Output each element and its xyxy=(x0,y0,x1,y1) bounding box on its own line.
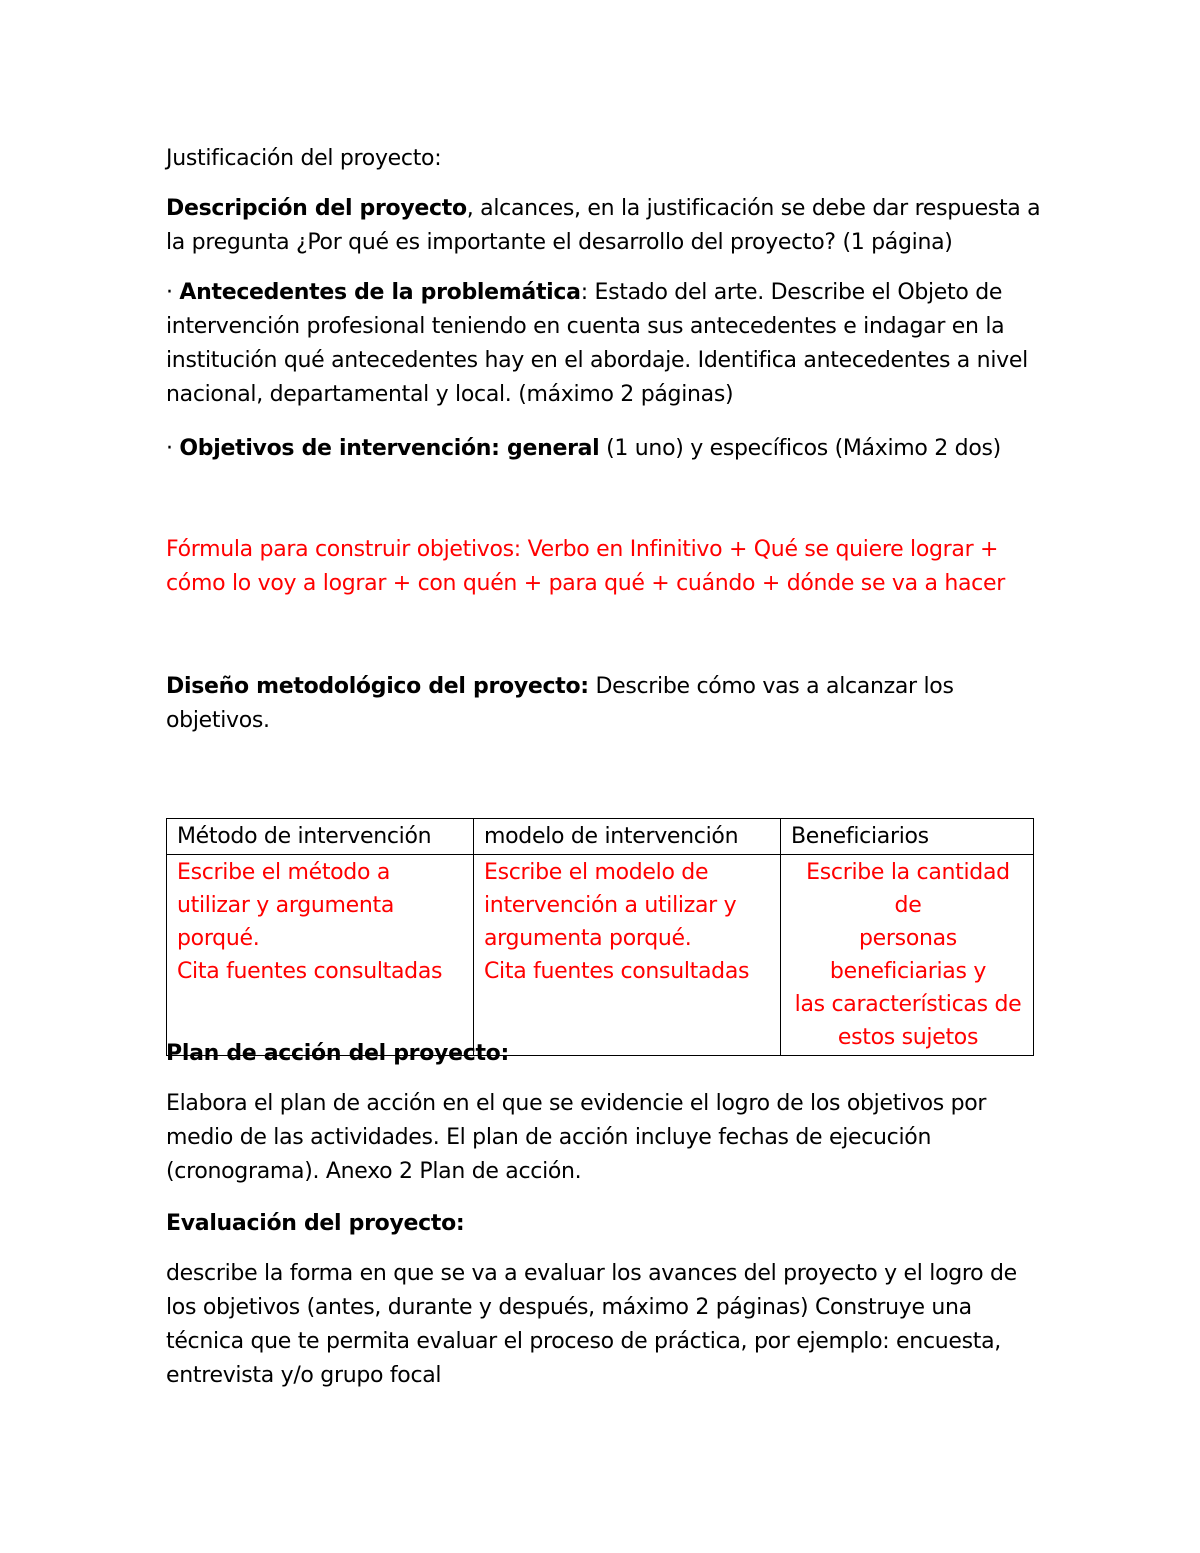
descripcion-label: Descripción del proyecto xyxy=(166,196,467,221)
table-cell-beneficiarios xyxy=(781,855,1034,1056)
cell-line: Cita fuentes consultadas xyxy=(177,959,443,984)
table-header-beneficiarios: Beneficiarios xyxy=(781,819,1034,855)
descripcion-paragraph xyxy=(166,192,1046,260)
diseno-text: Describe cómo vas a alcanzar los objetivos. xyxy=(166,674,954,733)
cell-line: estos sujetos xyxy=(837,1025,979,1050)
table-header-metodo: Método de intervención xyxy=(167,819,474,855)
objetivos-paragraph xyxy=(166,432,1046,466)
antecedentes-paragraph xyxy=(166,276,1046,412)
plan-paragraph: Elabora el plan de acción en el que se evidencie el logro de los objetivos por medio de las actividades. El plan de acción incluye fechas de ejecución (cronograma). Anexo 2 Plan de acción. xyxy=(166,1091,987,1184)
methodology-table xyxy=(166,818,1034,1056)
bullet: · xyxy=(166,436,180,461)
formula-line-2: cómo lo voy a lograr + con quén + para qué + cuándo + dónde se va a hacer xyxy=(166,571,1005,596)
cell-line: personas beneficiarias y xyxy=(829,926,987,984)
table-header-row xyxy=(167,819,1034,855)
cell-line: Escribe la cantidad de xyxy=(806,860,1010,918)
antecedentes-text: : Estado del arte. Describe el Objeto de intervención profesional teniendo en cuenta sus antecedentes e indagar en la institución qué antecedentes hay en el abordaje. Identifica antecedentes a nivel nacional, departamental y local. (máximo 2 páginas) xyxy=(166,280,1028,407)
cell-line: Escribe el modelo de xyxy=(484,860,709,885)
cell-line: utilizar y argumenta xyxy=(177,893,395,918)
diseno-paragraph xyxy=(166,670,1046,738)
table-cell-modelo xyxy=(474,855,781,1056)
formula-line-1: Fórmula para construir objetivos: Verbo en Infinitivo + Qué se quiere lograr + xyxy=(166,537,999,562)
justificacion-heading: Justificación del proyecto: xyxy=(166,146,442,171)
plan-heading: Plan de acción del proyecto: xyxy=(166,1041,509,1066)
cell-line: intervención a utilizar y xyxy=(484,893,737,918)
table-cell-metodo xyxy=(167,855,474,1056)
table-row xyxy=(167,855,1034,1056)
cell-line: porqué. xyxy=(177,926,260,951)
cell-line: las características de xyxy=(794,992,1022,1017)
evaluacion-heading: Evaluación del proyecto: xyxy=(166,1211,465,1236)
cell-line: Escribe el método a xyxy=(177,860,391,885)
cell-line: Cita fuentes consultadas xyxy=(484,959,750,984)
diseno-label: Diseño metodológico del proyecto: xyxy=(166,674,589,699)
antecedentes-label: Antecedentes de la problemática xyxy=(179,280,581,305)
cell-line: argumenta porqué. xyxy=(484,926,692,951)
objetivos-label: Objetivos de intervención: general xyxy=(179,436,600,461)
objetivos-text: (1 uno) y específicos (Máximo 2 dos) xyxy=(599,436,1001,461)
table-header-modelo: modelo de intervención xyxy=(474,819,781,855)
evaluacion-paragraph: describe la forma en que se va a evaluar los avances del proyecto y el logro de los objetivos (antes, durante y después, máximo 2 páginas) Construye una técnica que te permita evaluar el proceso de práctica, por ejemplo: encuesta, entrevista y/o grupo focal xyxy=(166,1261,1017,1388)
descripcion-text: , alcances, en la justificación se debe dar respuesta a la pregunta ¿Por qué es importante el desarrollo del proyecto? (1 página) xyxy=(166,196,1041,255)
bullet: · xyxy=(166,280,180,305)
